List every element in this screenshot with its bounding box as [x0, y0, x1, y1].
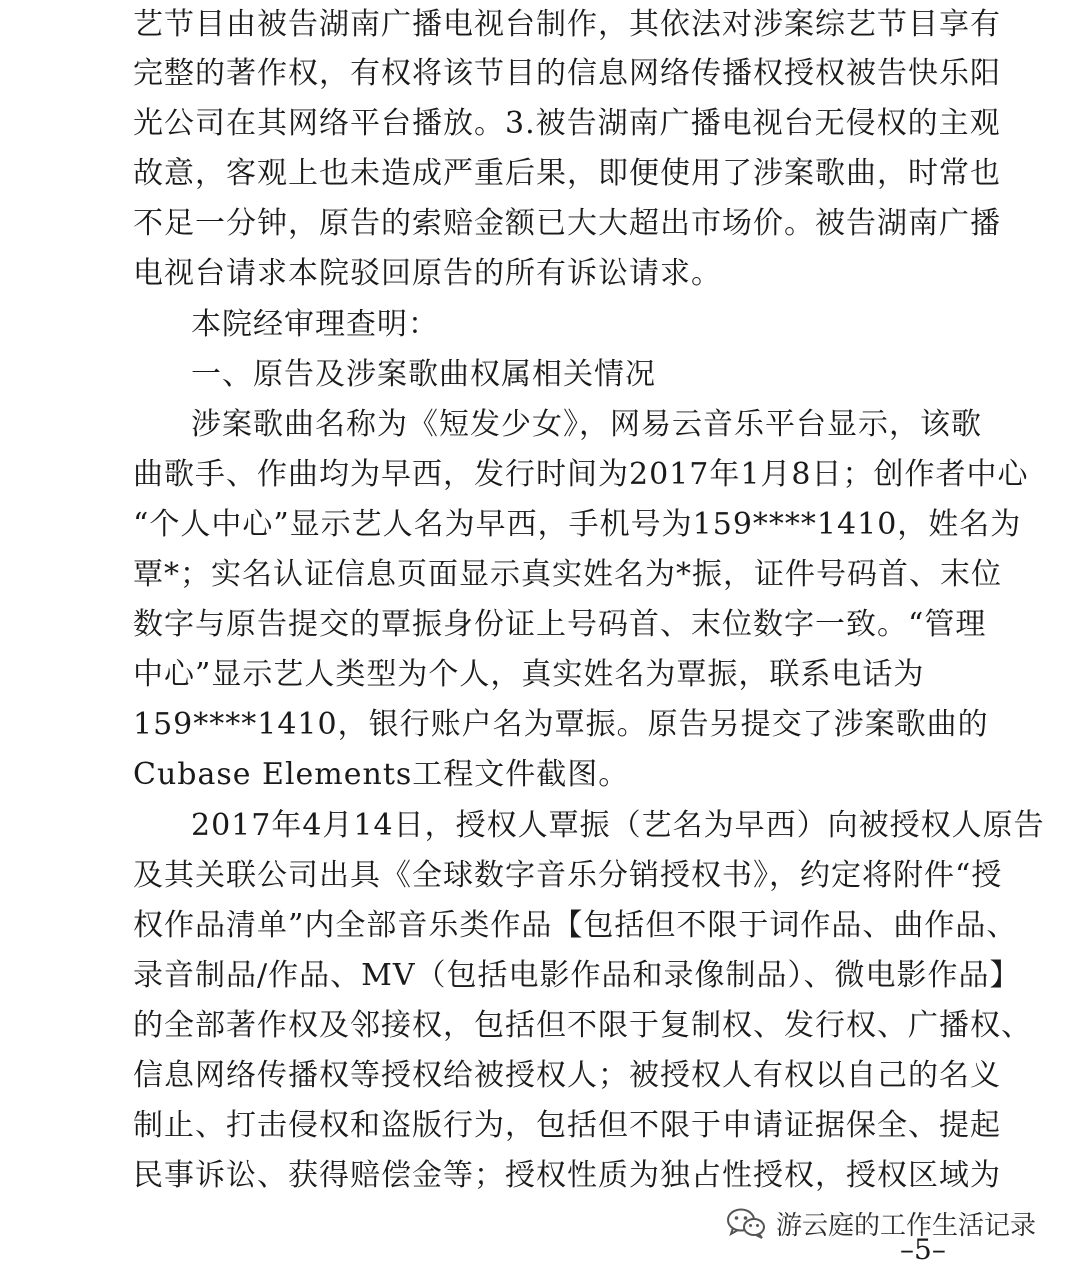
watermark-text: 游云庭的工作生活记录	[776, 1210, 1037, 1241]
text-line: 曲歌手、作曲均为早西，发行时间为2017年1月8日；创作者中心	[133, 457, 1029, 492]
text-line: 中心”显示艺人类型为个人，真实姓名为覃振，联系电话为	[133, 657, 925, 692]
text-line: Cubase Elements工程文件截图。	[133, 757, 630, 792]
text-line: 及其关联公司出具《全球数字音乐分销授权书》，约定将附件“授	[133, 858, 1003, 893]
text-line: 艺节目由被告湖南广播电视台制作，其依法对涉案综艺节目享有	[133, 7, 1001, 42]
text-line: 2017年4月14日，授权人覃振（艺名为早西）向被授权人原告	[191, 808, 1045, 843]
watermark	[720, 1203, 1042, 1243]
text-line: 故意，客观上也未造成严重后果，即便使用了涉案歌曲，时常也	[133, 156, 1001, 191]
section-intro: 本院经审理查明：	[191, 307, 439, 342]
text-line: 完整的著作权，有权将该节目的信息网络传播权授权被告快乐阳	[133, 56, 1001, 91]
text-line: 电视台请求本院驳回原告的所有诉讼请求。	[133, 256, 722, 291]
text-line: 涉案歌曲名称为《短发少女》，网易云音乐平台显示，该歌	[191, 407, 982, 442]
text-line: 制止、打击侵权和盗版行为，包括但不限于申请证据保全、提起	[133, 1108, 1001, 1143]
text-line: 的全部著作权及邻接权，包括但不限于复制权、发行权、广播权、	[133, 1008, 1032, 1043]
text-line: 不足一分钟，原告的索赔金额已大大超出市场价。被告湖南广播	[133, 206, 1001, 241]
text-line: 信息网络传播权等授权给被授权人；被授权人有权以自己的名义	[133, 1058, 1001, 1093]
text-line: 录音制品/作品、MV（包括电影作品和录像制品）、微电影作品】	[133, 958, 1021, 993]
text-line: 覃*；实名认证信息页面显示真实姓名为*振，证件号码首、末位	[133, 557, 1002, 592]
text-line: 数字与原告提交的覃振身份证上号码首、末位数字一致。“管理	[133, 607, 987, 642]
text-line: “个人中心”显示艺人名为早西，手机号为159****1410，姓名为	[133, 507, 1022, 542]
section-heading: 一、原告及涉案歌曲权属相关情况	[191, 357, 656, 392]
wechat-icon	[726, 1207, 766, 1239]
text-line: 民事诉讼、获得赔偿金等；授权性质为独占性授权，授权区域为	[133, 1158, 1001, 1193]
text-line: 光公司在其网络平台播放。3.被告湖南广播电视台无侵权的主观	[133, 106, 1001, 141]
text-line: 159****1410，银行账户名为覃振。原告另提交了涉案歌曲的	[133, 707, 989, 742]
page-number: –5–	[900, 1233, 946, 1266]
text-line: 权作品清单”内全部音乐类作品【包括但不限于词作品、曲作品、	[133, 908, 1018, 943]
